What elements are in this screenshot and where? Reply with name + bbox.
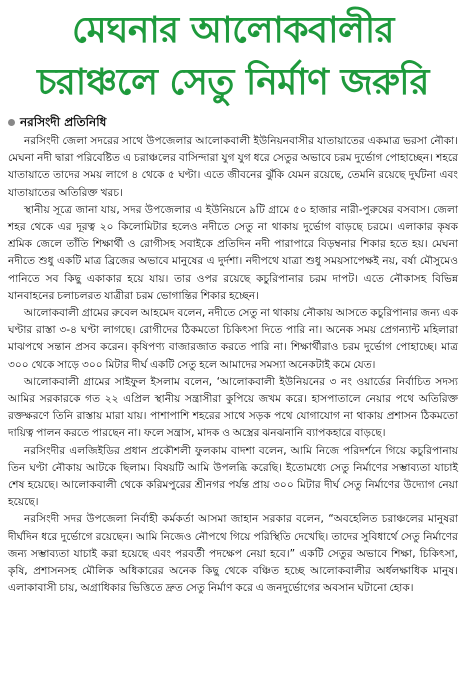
- byline-text: নরসিংদী প্রতিনিধি: [20, 115, 107, 129]
- article-paragraph: আলোকবালী গ্রামের সাইফুল ইসলাম বলেন, ‘আলোকবালী ইউনিয়নের ৩ নং ওয়ার্ডের নির্বাচিত সদস্য আমির সরকারকে গত ২২ এপ্রিল স্থানীয় সন্ত্রাসীরা কুপিয়ে জখম করে। হাসপাতালে নেয়ার পথে অতিরিক্ত রক্তক্ষরণে তিনি রাস্তায় মারা যায়। পাশাপাশি শহরের সাথে সড়ক পথে যোগাযোগ না থাকায় প্রশাসন ঠিকমতো দায়িত্ব পালন করতে পারছেন না। ফলে সন্ত্রাস, মাদক ও অস্ত্রের ঝনঝনানি ব্যাপকহারে বাড়ছে।: [8, 375, 458, 440]
- article-body: [8, 133, 458, 597]
- headline-line-2: চরাঞ্চলে সেতু নির্মাণ জরুরি: [37, 62, 429, 103]
- article-paragraph: নরসিংদীর এলজিইডির প্রধান প্রকৌশলী ফুলকাম বাদশা বলেন, আমি নিজে পরিদর্শনে গিয়ে কচুরিপানায় তিন ঘণ্টা নৌকায় আটকে ছিলাম। বিষয়টি আমি উপলব্ধি করেছি। ইতোমধ্যে সেতু নির্মাণের সম্ভাব্যতা যাচাই শেষ হয়েছে। আলোকবালী থেকে করিমপুরের শ্রীনগর পর্যন্ত প্রায় ৩০০ মিটার দীর্ঘ সেতু নির্মাণের উদ্যোগ নেয়া হয়েছে।: [8, 444, 458, 509]
- byline: [8, 114, 458, 130]
- bullet-icon: [8, 119, 15, 126]
- article-paragraph: নরসিংদী সদর উপজেলা নির্বাহী কর্মকর্তা আসমা জাহান সরকার বলেন, “অবহেলিত চরাঞ্চলের মানুষরা দীর্ঘদিন ধরে দুর্ভোগে রয়েছেন। আমি নিজেও নৌপথে গিয়ে পরিস্থিতি দেখেছি। তাদের সুবিধার্থে সেতু নির্মাণের জন্য সম্ভাব্যতা যাচাই করা হয়েছে এবং পরবর্তী পদক্ষেপ নেয়া হবে।” একটি সেতুর অভাবে শিক্ষা, চিকিৎসা, কৃষি, প্রশাসনসহ মৌলিক অধিকারের অনেক কিছু থেকে বঞ্চিত হচ্ছে আলোকবালীর অর্ধলক্ষাধিক মানুষ। এলাকাবাসী চায়, অগ্রাধিকার ভিত্তিতে দ্রুত সেতু নির্মাণ করে এ জনদুর্ভোগের অবসান ঘটানো হোক।: [8, 513, 458, 595]
- article-paragraph: স্থানীয় সূত্রে জানা যায়, সদর উপজেলার এ ইউনিয়নে ৯টি গ্রামে ৫০ হাজার নারী-পুরুষের বসবাস। জেলা শহর থেকে এর দূরত্ব ২০ কিলোমিটার হলেও নদীতে সেতু না থাকায় দুর্ভোগ বাড়ছে চরমে। এলাকার কৃষক শ্রমিক জেলে তাঁতি শিক্ষার্থী ও রোগীসহ সবাইকে প্রতিদিন নদী পারাপারে বিড়ম্বনার শিকার হতে হয়। মেঘনা নদীতে শুধু একটি মাত্র ব্রিজের অভাবে মানুষের এ দুর্দশা। নদীপথে যাত্রা শুধু সময়সাপেক্ষই নয়, বর্ষা মৌসুমেও পানিতে সব কিছু একাকার হয়ে যায়। তার ওপর রয়েছে কচুরিপানার চরম দাপট। এতে নৌকাসহ বিভিন্ন যানবাহনের চলাচলরত যাত্রীরা চরম ভোগান্তির শিকার হচ্ছেন।: [8, 203, 458, 302]
- article-paragraph: আলোকবালী গ্রামের রুবেল আহমেদ বলেন, নদীতে সেতু না থাকায় নৌকায় আসতে কচুরিপানার জন্য এক ঘণ্টার রাস্তা ৩-৪ ঘণ্টা লাগছে। রোগীদের ঠিকমতো চিকিৎসা দিতে পারি না। অনেক সময় প্রেগন্যান্ট মহিলারা মাঝপথে সন্তান প্রসব করেন। কৃষিপণ্য বাজারজাত করতে পারি না। শিক্ষার্থীরাও চরম দুর্ভোগ পোহাচ্ছে। মাত্র ৩০০ থেকে সাড়ে ৩০০ মিটার দীর্ঘ একটি সেতু হলে আমাদের সমস্যা অনেকটাই কমে যেত।: [8, 307, 458, 371]
- article-paragraph: নরসিংদী জেলা সদরের সাথে উপজেলার আলোকবালী ইউনিয়নবাসীর যাতায়াতের একমাত্র ভরসা নৌকা। মেঘনা নদী দ্বারা পরিবেষ্টিত এ চরাঞ্চলের বাসিন্দারা যুগ যুগ ধরে সেতুর অভাবে চরম দুর্ভোগ পোহাচ্ছেন। শহরে যাতায়াতে তাদের সময় লাগে ৪ থেকে ৫ ঘণ্টা। এতে জীবনের ঝুঁকি যেমন রয়েছে, তেমনি রয়েছে দুর্ঘটনা এবং যাতায়াতের অতিরিক্ত খরচ।: [8, 135, 458, 199]
- headline-line-1: মেঘনার আলোকবালীর: [72, 10, 394, 51]
